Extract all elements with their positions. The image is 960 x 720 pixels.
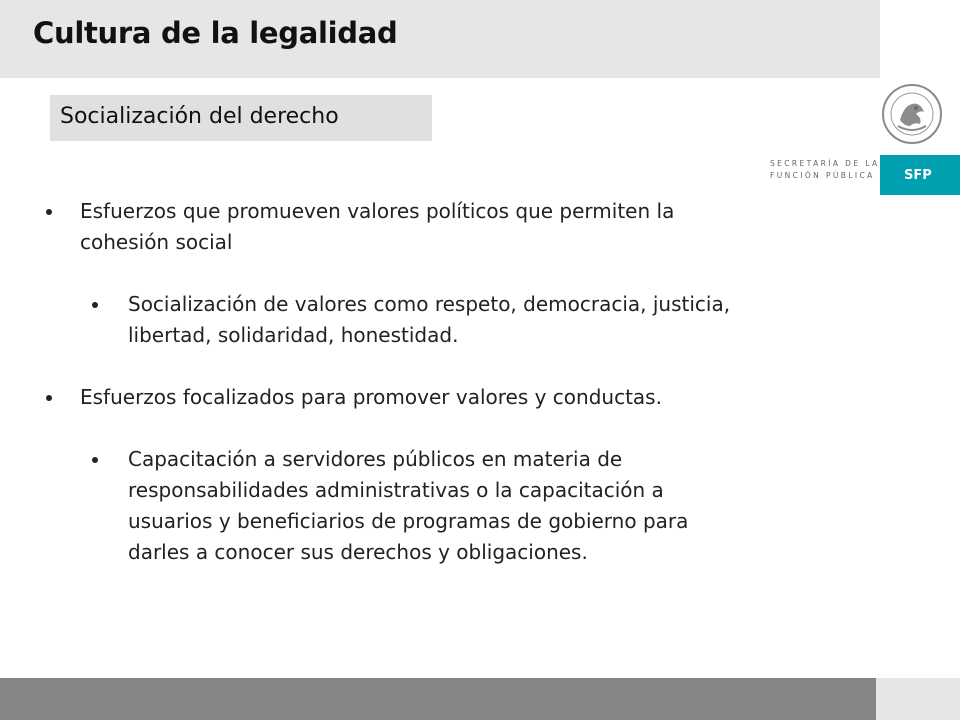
organization-name xyxy=(770,158,880,182)
bullet-text-line: darles a conocer sus derechos y obligaciones. xyxy=(128,540,588,564)
page-title: Cultura de la legalidad xyxy=(33,16,398,50)
organization-name-line-1: SECRETARÍA DE LA xyxy=(770,159,880,168)
bullet-text-line: usuarios y beneficiarios de programas de gobierno para xyxy=(128,509,689,533)
bullet-text-line: cohesión social xyxy=(80,230,233,254)
sfp-acronym: SFP xyxy=(904,167,932,183)
sfp-badge xyxy=(880,155,960,195)
national-seal-icon xyxy=(880,82,944,146)
bullet-text-line: Capacitación a servidores públicos en materia de xyxy=(128,447,623,471)
bullet-text-line: Esfuerzos que promueven valores políticos que permiten la xyxy=(80,199,675,223)
footer-band xyxy=(0,678,876,720)
subtitle-box xyxy=(50,95,432,141)
bullet-text-line: Esfuerzos focalizados para promover valores y conductas. xyxy=(80,385,662,409)
section-subtitle: Socialización del derecho xyxy=(60,104,339,129)
bullet-dot xyxy=(46,395,52,401)
footer-corner xyxy=(876,678,960,720)
bullet-text-line: libertad, solidaridad, honestidad. xyxy=(128,323,459,347)
bullet-dot xyxy=(92,302,98,308)
bullet-dot xyxy=(92,457,98,463)
logo-area xyxy=(880,0,960,78)
bullet-text-line: Socialización de valores como respeto, democracia, justicia, xyxy=(128,292,731,316)
bullet-text-line: responsabilidades administrativas o la capacitación a xyxy=(128,478,664,502)
bullet-dot xyxy=(46,209,52,215)
organization-name-line-2: FUNCIÓN PÚBLICA xyxy=(770,171,875,180)
